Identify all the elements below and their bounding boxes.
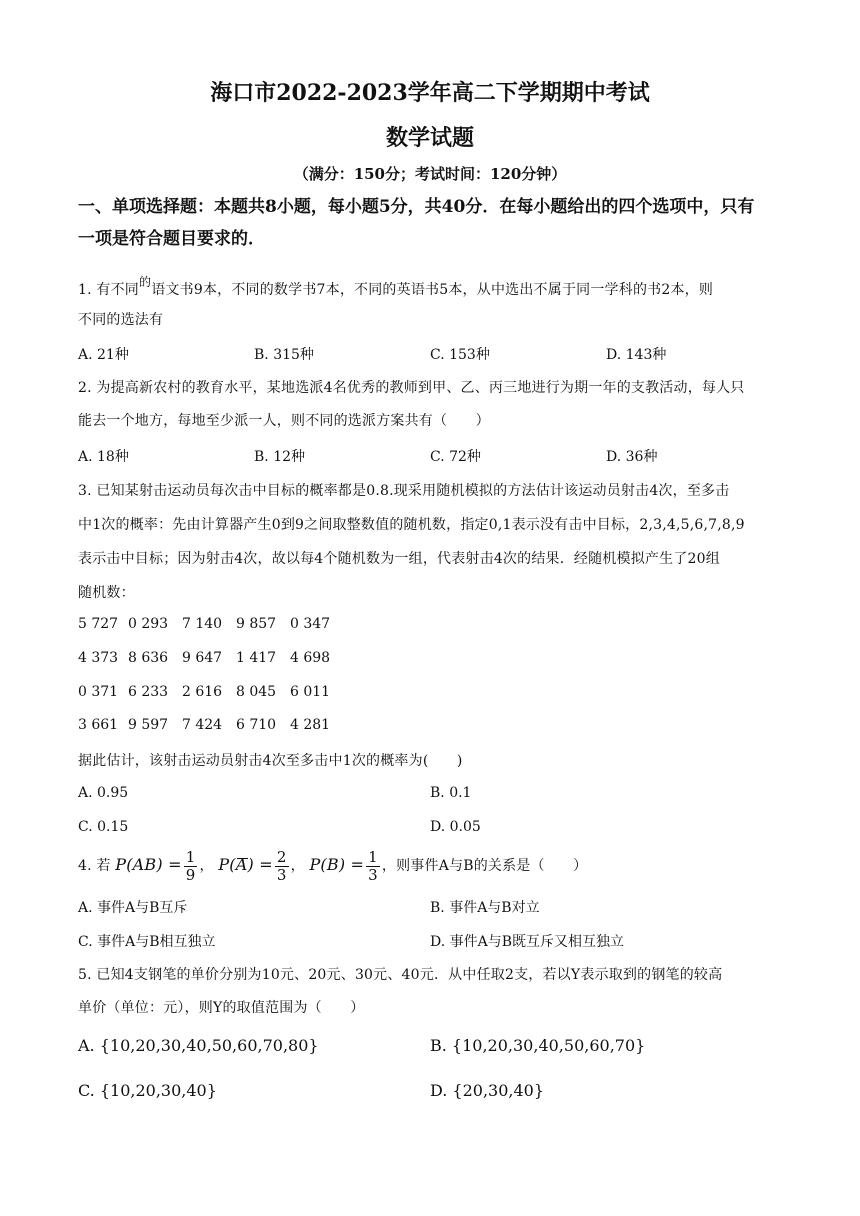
q4-p-b: P(B) = xyxy=(309,855,365,874)
random-number: 6 710 xyxy=(236,717,277,733)
exam-title: 海口市2022-2023学年高二下学期期中考试 xyxy=(210,80,650,106)
random-number: 9 597 xyxy=(128,717,169,733)
q3-line4: 随机数： xyxy=(78,585,135,601)
q1-line2: 不同的选法有 xyxy=(78,312,164,328)
random-number: 6 233 xyxy=(128,684,169,700)
exam-subject: 数学试题 xyxy=(385,125,474,151)
q1-line1 xyxy=(78,272,713,300)
q4-fraction-3 xyxy=(366,849,380,884)
q3-option-c: C. 0.15 xyxy=(78,819,129,835)
q1-text-a: 1. 有不同 xyxy=(78,282,140,298)
q3-line1: 3. 已知某射击运动员每次击中目标的概率都是0.8.现采用随机模拟的方法估计该运动员射击4次，至多击 xyxy=(78,483,730,499)
q3-option-b: B. 0.1 xyxy=(430,785,472,801)
q4-p-abar-text: P(A) = xyxy=(218,855,273,874)
q5-option-b: B. {10,20,30,40,50,60,70} xyxy=(430,1036,646,1055)
q1-option-b: B. 315种 xyxy=(254,347,314,363)
q4-fraction-3-den: 3 xyxy=(368,865,378,884)
q2-option-d: D. 36种 xyxy=(606,449,658,465)
q3-option-d: D. 0.05 xyxy=(430,819,481,835)
q4-suffix: ，则事件A与B的关系是（ ） xyxy=(381,858,588,874)
random-number: 7 140 xyxy=(182,616,223,632)
q5-option-d: D. {20,30,40} xyxy=(430,1081,545,1100)
q4-fraction-1 xyxy=(184,849,198,884)
q3-line2: 中1次的概率：先由计算器产生0到9之间取整数值的随机数，指定0,1表示没有击中目标，2,3,4,5,6,7,8,9 xyxy=(78,517,745,533)
q4-option-d: D. 事件A与B既互斥又相互独立 xyxy=(430,934,625,950)
q4-p-abar xyxy=(218,855,273,874)
q5-option-a: A. {10,20,30,40,50,60,70,80} xyxy=(78,1036,319,1055)
random-number: 7 424 xyxy=(182,717,223,733)
q2-line2: 能去一个地方，每地至少派一人，则不同的选派方案共有（ ） xyxy=(78,413,490,429)
random-number: 0 347 xyxy=(290,616,331,632)
q4-prefix: 4. 若 xyxy=(78,858,111,874)
random-number: 0 371 xyxy=(78,684,119,700)
q4-fraction-1-num: 1 xyxy=(185,847,196,866)
exam-info: （满分：150分；考试时间：120分钟） xyxy=(293,165,567,183)
random-number-row xyxy=(78,616,330,632)
random-number-row xyxy=(78,717,330,733)
q3-line3: 表示击中目标；因为射击4次，故以每4个随机数为一组，代表射击4次的结果．经随机模拟产生了20组 xyxy=(78,551,720,567)
q2-line1: 2. 为提高新农村的教育水平，某地选派4名优秀的教师到甲、乙、丙三地进行为期一年的支教活动，每人只 xyxy=(78,380,745,396)
random-number: 9 647 xyxy=(182,650,223,666)
random-number: 4 698 xyxy=(290,650,331,666)
q4-fraction-2-den: 3 xyxy=(276,865,287,884)
q3-option-a: A. 0.95 xyxy=(78,785,129,801)
q4-fraction-3-num: 1 xyxy=(368,847,378,866)
random-number: 5 727 xyxy=(78,616,119,632)
random-number: 4 373 xyxy=(78,650,119,666)
q4-option-b: B. 事件A与B对立 xyxy=(430,900,540,916)
random-number: 2 616 xyxy=(182,684,223,700)
section-heading-line2: 一项是符合题目要求的． xyxy=(78,229,265,249)
q5-line1: 5. 已知4支钢笔的单价分别为10元、20元、30元、40元．从中任取2支，若以Y表示取到的钢笔的较高 xyxy=(78,967,723,983)
q4-fraction-2 xyxy=(275,849,289,884)
q2-option-a: A. 18种 xyxy=(78,449,129,465)
q1-superscript: 的 xyxy=(139,275,152,289)
random-number-row xyxy=(78,650,330,666)
random-number: 8 045 xyxy=(236,684,277,700)
random-number: 0 293 xyxy=(128,616,169,632)
section-heading-line1: 一、单项选择题：本题共8小题，每小题5分，共40分．在每小题给出的四个选项中，只有 xyxy=(78,197,755,217)
q5-option-c: C. {10,20,30,40} xyxy=(78,1081,217,1100)
random-number: 9 857 xyxy=(236,616,277,632)
q3-tail: 据此估计，该射击运动员射击4次至多击中1次的概率为( ) xyxy=(78,753,463,769)
random-number: 4 281 xyxy=(290,717,331,733)
q4-option-a: A. 事件A与B互斥 xyxy=(78,900,188,916)
q4-fraction-2-num: 2 xyxy=(276,847,287,866)
random-number-row xyxy=(78,684,330,700)
random-number: 8 636 xyxy=(128,650,169,666)
q1-option-d: D. 143种 xyxy=(606,347,667,363)
q4-p-ab: P(AB) = xyxy=(115,855,182,874)
q5-line2: 单价（单位：元），则Y的取值范围为（ ） xyxy=(78,1000,365,1016)
q1-text-b: 语文书9本，不同的数学书7本，不同的英语书5本，从中选出不属于同一学科的书2本，则 xyxy=(151,282,714,298)
q4-line1: 4. 若 P(AB) = $\frac{1}{9}$ ， P(A) = $\frac{2}{3}$ ， P(B) = $\frac{1}{3}$ ，则事件A与B的关系是（ ） xyxy=(78,847,588,884)
q4-option-c: C. 事件A与B相互独立 xyxy=(78,934,216,950)
random-number: 3 661 xyxy=(78,717,119,733)
random-number: 6 011 xyxy=(290,684,331,700)
q1-option-c: C. 153种 xyxy=(430,347,490,363)
q2-option-b: B. 12种 xyxy=(254,449,306,465)
random-number: 1 417 xyxy=(236,650,277,666)
overline-mark xyxy=(237,858,248,859)
q2-option-c: C. 72种 xyxy=(430,449,481,465)
q1-option-a: A. 21种 xyxy=(78,347,129,363)
q4-fraction-1-den: 9 xyxy=(185,865,196,884)
